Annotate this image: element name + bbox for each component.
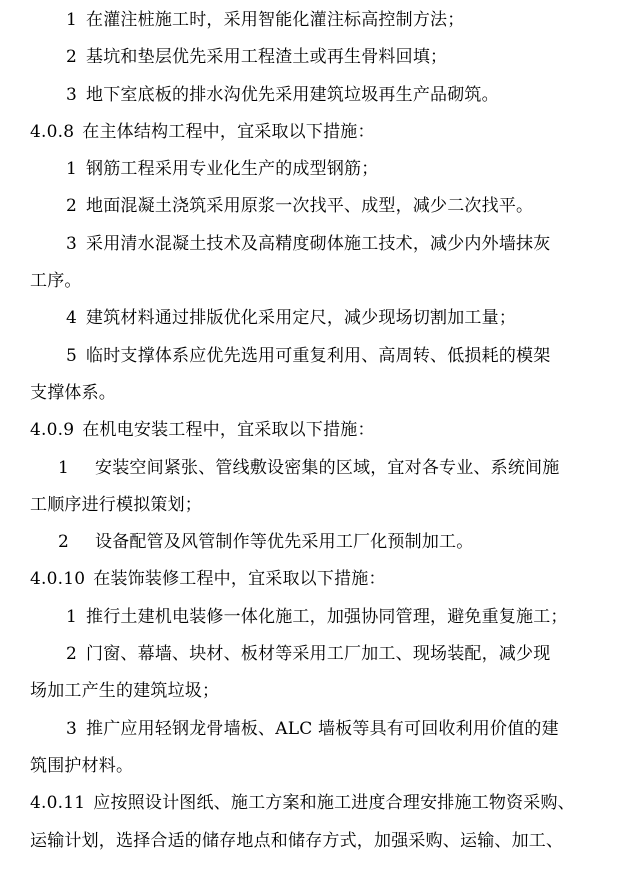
document-page <box>0 2 624 875</box>
item-number: 1 <box>58 457 70 478</box>
clause-heading <box>30 114 618 151</box>
item-text: 地下室底板的排水沟优先采用建筑垃圾再生产品砌筑。 <box>86 84 499 105</box>
list-item <box>30 450 618 487</box>
item-text: 钢筋工程采用专业化生产的成型钢筋； <box>86 159 379 180</box>
item-text: 临时支撑体系应优先选用可重复利用、高周转、低损耗的模架 <box>86 345 551 366</box>
item-number: 2 <box>66 196 78 217</box>
list-item-continuation <box>30 748 618 785</box>
clause-number: 4.0.11 <box>30 793 86 814</box>
item-number: 4 <box>66 308 78 329</box>
clause-number: 4.0.10 <box>30 569 86 590</box>
list-item <box>30 188 618 225</box>
item-number: 5 <box>66 345 78 366</box>
list-item-continuation <box>30 487 618 524</box>
item-text: 工序。 <box>30 271 82 292</box>
clause-text: 在主体结构工程中，宜采取以下措施： <box>82 121 375 142</box>
clause-text: 运输计划，选择合适的储存地点和储存方式，加强采购、运输、加工、 <box>30 830 564 851</box>
list-item <box>30 77 618 114</box>
list-item-continuation <box>30 673 618 710</box>
item-text: 工顺序进行模拟策划； <box>30 494 202 515</box>
item-text: 推广应用轻钢龙骨墙板、ALC 墙板等具有可回收利用价值的建 <box>86 718 559 739</box>
item-number: 2 <box>58 532 70 553</box>
list-item <box>30 524 618 561</box>
list-item <box>30 599 618 636</box>
item-text: 安装空间紧张、管线敷设密集的区域，宜对各专业、系统间施 <box>95 457 560 478</box>
clause-text: 应按照设计图纸、施工方案和施工进度合理安排施工物资采购、 <box>93 793 575 814</box>
item-text: 门窗、幕墙、块材、板材等采用工厂加工、现场装配，减少现 <box>86 644 551 665</box>
item-text: 筑围护材料。 <box>30 755 134 776</box>
list-item <box>30 636 618 673</box>
clause-continuation <box>30 823 618 860</box>
item-text: 支撑体系。 <box>30 382 116 403</box>
list-item <box>30 2 618 39</box>
clause-heading <box>30 561 618 598</box>
item-number: 2 <box>66 644 78 665</box>
item-text: 采用清水混凝土技术及高精度砌体施工技术，减少内外墙抹灰 <box>86 233 551 254</box>
clause-text: 在装饰装修工程中，宜采取以下措施： <box>93 569 386 590</box>
item-number: 3 <box>66 233 78 254</box>
item-text: 在灌注桩施工时，采用智能化灌注标高控制方法； <box>86 10 465 30</box>
list-item <box>30 711 618 748</box>
item-text: 基坑和垫层优先采用工程渣土或再生骨料回填； <box>86 47 448 68</box>
list-item <box>30 300 618 337</box>
item-text: 建筑材料通过排版优化采用定尺，减少现场切割加工量； <box>86 308 517 329</box>
item-text: 推行土建机电装修一体化施工，加强协同管理，避免重复施工； <box>86 606 568 627</box>
item-number: 1 <box>66 10 78 30</box>
list-item <box>30 226 618 263</box>
item-number: 3 <box>66 718 78 739</box>
clause-heading <box>30 412 618 449</box>
item-number: 2 <box>66 47 78 68</box>
item-number: 1 <box>66 606 78 627</box>
clause-text: 在机电安装工程中，宜采取以下措施： <box>82 420 375 441</box>
list-item <box>30 39 618 76</box>
list-item <box>30 151 618 188</box>
clause-number: 4.0.8 <box>30 121 75 142</box>
item-text: 设备配管及风管制作等优先采用工厂化预制加工。 <box>95 532 474 553</box>
clause-heading <box>30 785 618 822</box>
list-item-continuation <box>30 375 618 412</box>
item-text: 场加工产生的建筑垃圾； <box>30 681 220 702</box>
list-item <box>30 338 618 375</box>
clause-number: 4.0.9 <box>30 420 75 441</box>
list-item-continuation <box>30 263 618 300</box>
item-number: 1 <box>66 159 78 180</box>
item-number: 3 <box>66 84 78 105</box>
item-text: 地面混凝土浇筑采用原浆一次找平、成型，减少二次找平。 <box>86 196 534 217</box>
